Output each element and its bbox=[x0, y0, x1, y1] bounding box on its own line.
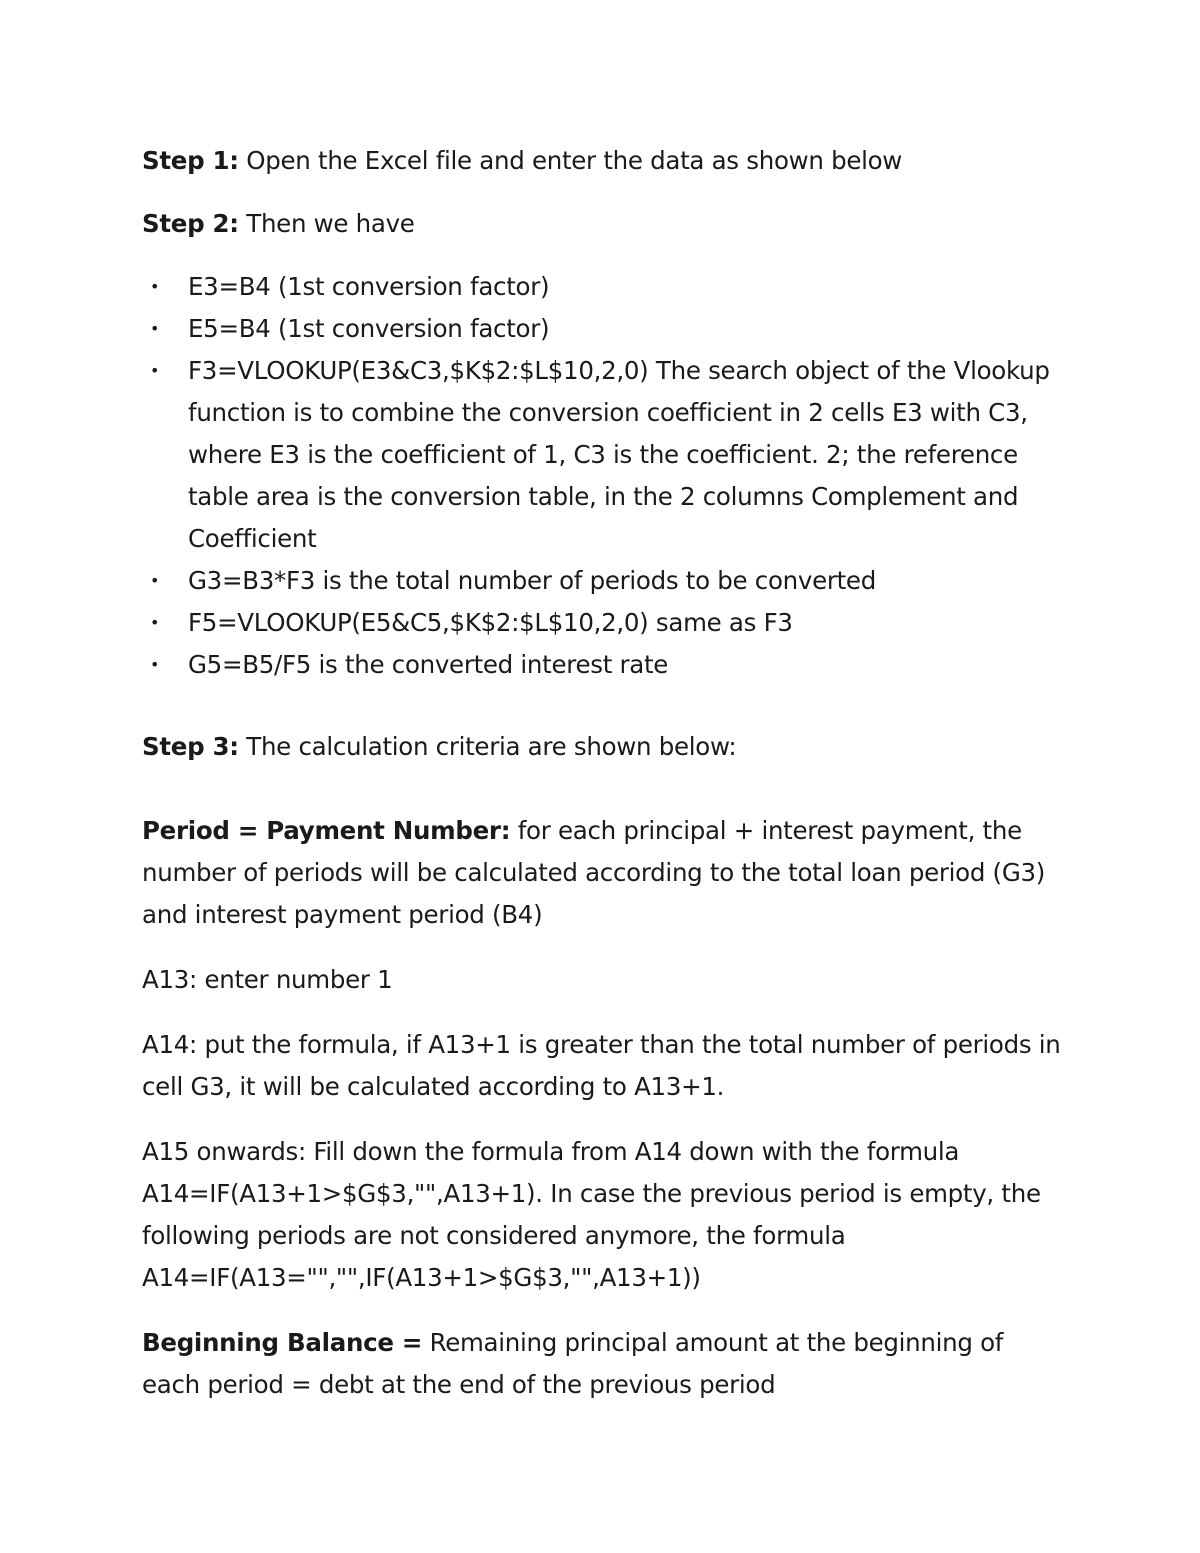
period-label: Period = Payment Number: bbox=[142, 816, 511, 845]
formula-bullet-list bbox=[142, 266, 1062, 686]
a15-paragraph: A15 onwards: Fill down the formula from A14 down with the formula A14=IF(A13+1>$G$3,"",A13+1). In case the previous period is empty, the following periods are not considered anymore, the formula A14=IF(A13="","",IF(A13+1>$G$3,"",A13+1)) bbox=[142, 1137, 1041, 1292]
step-1-label: Step 1: bbox=[142, 146, 239, 175]
step-3-text: The calculation criteria are shown below: bbox=[238, 732, 737, 761]
bullet-text: E3=B4 (1st conversion factor) bbox=[188, 272, 550, 301]
bullet-text: F3=VLOOKUP(E3&C3,$K$2:$L$10,2,0) The search object of the Vlookup function is to combine the conversion coefficient in 2 cells E3 with C3, where E3 is the coefficient of 1, C3 is the coefficient. 2; the reference table area is the conversion table, in the 2 columns Complement and Coefficient bbox=[188, 356, 1050, 553]
bullet-item-f3 bbox=[142, 350, 1062, 560]
bullet-item-g3 bbox=[142, 560, 1062, 602]
bullet-item-e3 bbox=[142, 266, 1062, 308]
beginning-balance-paragraph bbox=[142, 1322, 1062, 1406]
bullet-icon: • bbox=[150, 361, 160, 380]
step-1-text: Open the Excel file and enter the data as shown below bbox=[238, 146, 903, 175]
bullet-icon: • bbox=[150, 613, 160, 632]
bullet-text: G3=B3*F3 is the total number of periods to be converted bbox=[188, 566, 876, 595]
a13-paragraph: A13: enter number 1 bbox=[142, 965, 393, 994]
bullet-icon: • bbox=[150, 319, 160, 338]
bullet-icon: • bbox=[150, 571, 160, 590]
beginning-balance-label: Beginning Balance = bbox=[142, 1328, 423, 1357]
step-2-text: Then we have bbox=[238, 209, 415, 238]
a14-paragraph: A14: put the formula, if A13+1 is greater than the total number of periods in cell G3, it will be calculated according to A13+1. bbox=[142, 1030, 1061, 1101]
bullet-text: E5=B4 (1st conversion factor) bbox=[188, 314, 550, 343]
step-3-label: Step 3: bbox=[142, 732, 239, 761]
bullet-icon: • bbox=[150, 277, 160, 296]
bullet-text: G5=B5/F5 is the converted interest rate bbox=[188, 650, 669, 679]
bullet-item-e5 bbox=[142, 308, 1062, 350]
bullet-icon: • bbox=[150, 655, 160, 674]
period-paragraph bbox=[142, 810, 1062, 936]
bullet-item-f5 bbox=[142, 602, 1062, 644]
step-3-paragraph bbox=[142, 726, 1062, 768]
beginning-balance-text: Remaining principal amount at the beginning of each period = debt at the end of the previous period bbox=[142, 1328, 1004, 1399]
period-text: for each principal + interest payment, the number of periods will be calculated according to the total loan period (G3) and interest payment period (B4) bbox=[142, 816, 1046, 929]
document-page bbox=[142, 140, 1062, 1429]
step-2-label: Step 2: bbox=[142, 209, 239, 238]
bullet-item-g5 bbox=[142, 644, 1062, 686]
bullet-text: F5=VLOOKUP(E5&C5,$K$2:$L$10,2,0) same as F3 bbox=[188, 608, 793, 637]
step-1-paragraph bbox=[142, 140, 1062, 182]
step-2-paragraph bbox=[142, 203, 1062, 245]
